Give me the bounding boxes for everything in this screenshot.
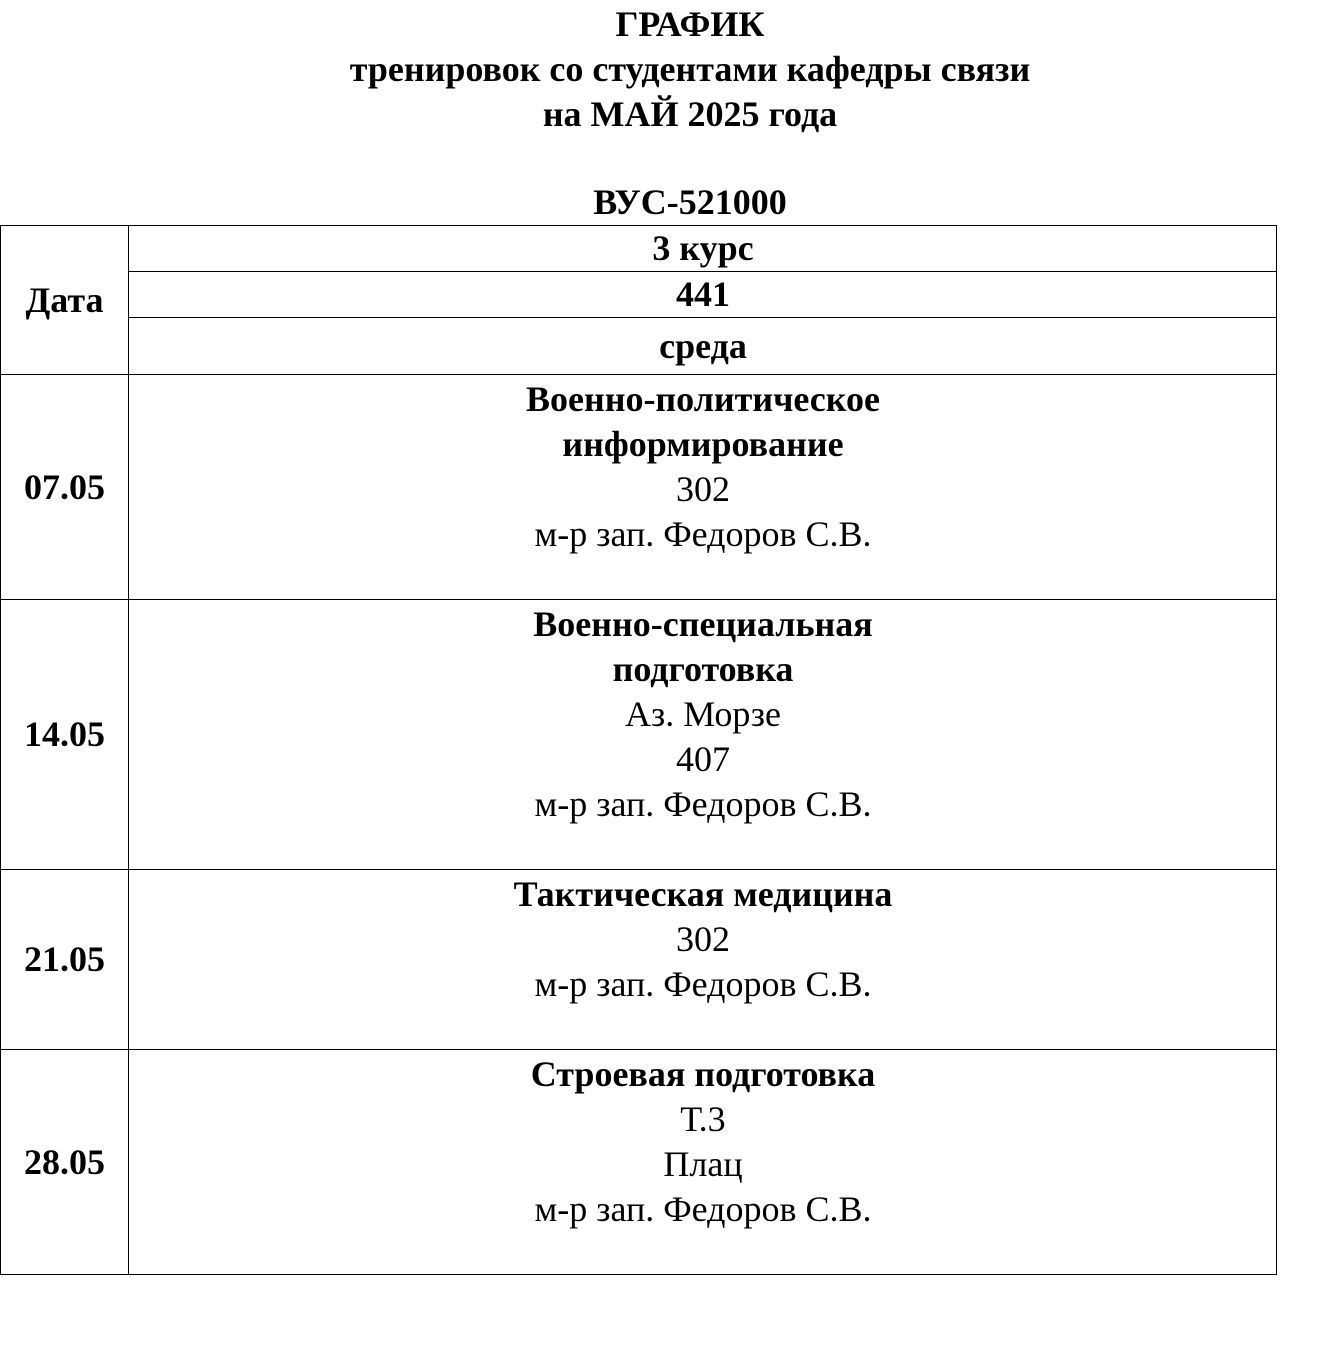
row-date: 07.05	[24, 466, 105, 507]
instructor-name: м-р зап. Федоров С.В.	[534, 514, 872, 554]
row-divider-2	[1, 869, 1277, 870]
title-heading: ГРАФИК	[615, 4, 765, 44]
topic-detail: Аз. Морзе	[625, 694, 781, 734]
title-subtitle-line2: на МАЙ 2025 года	[542, 94, 838, 134]
subject-line: Военно-специальная	[533, 604, 873, 644]
row-date: 21.05	[24, 939, 105, 979]
row-date: 14.05	[24, 714, 105, 754]
room-number: 302	[676, 919, 730, 959]
subject-line: Строевая подготовка	[530, 1054, 876, 1094]
subject-line: Военно-политическое	[525, 379, 881, 419]
table-row	[129, 377, 1277, 599]
subject-line: Тактическая медицина	[513, 874, 893, 914]
table-row	[129, 602, 1277, 869]
weekday-header: среда	[659, 325, 747, 366]
instructor-name: м-р зап. Федоров С.В.	[534, 964, 872, 1004]
row-date: 28.05	[24, 1142, 105, 1182]
schedule-table	[0, 225, 1277, 1275]
row-divider-1	[1, 599, 1277, 600]
instructor-name: м-р зап. Федоров С.В.	[534, 1189, 872, 1229]
topic-detail: Т.3	[680, 1099, 726, 1139]
header-bottom-divider	[1, 374, 1277, 375]
table-row	[129, 872, 1277, 1049]
room-number: 302	[676, 469, 730, 509]
room-number: 407	[676, 739, 730, 779]
row-divider-3	[1, 1049, 1277, 1050]
subject-line: информирование	[562, 424, 844, 464]
location: Плац	[663, 1144, 743, 1184]
group-header: 441	[676, 274, 730, 314]
instructor-name: м-р зап. Федоров С.В.	[534, 784, 872, 824]
date-column-header: Дата	[25, 279, 104, 320]
table-row	[129, 1052, 1277, 1275]
title-subtitle-line1: тренировок со студентами кафедры связи	[349, 49, 1031, 89]
document-title	[0, 2, 1344, 137]
vus-code: ВУС-521000	[593, 182, 787, 222]
subject-line: подготовка	[612, 649, 794, 689]
course-header: 3 курс	[652, 228, 754, 268]
